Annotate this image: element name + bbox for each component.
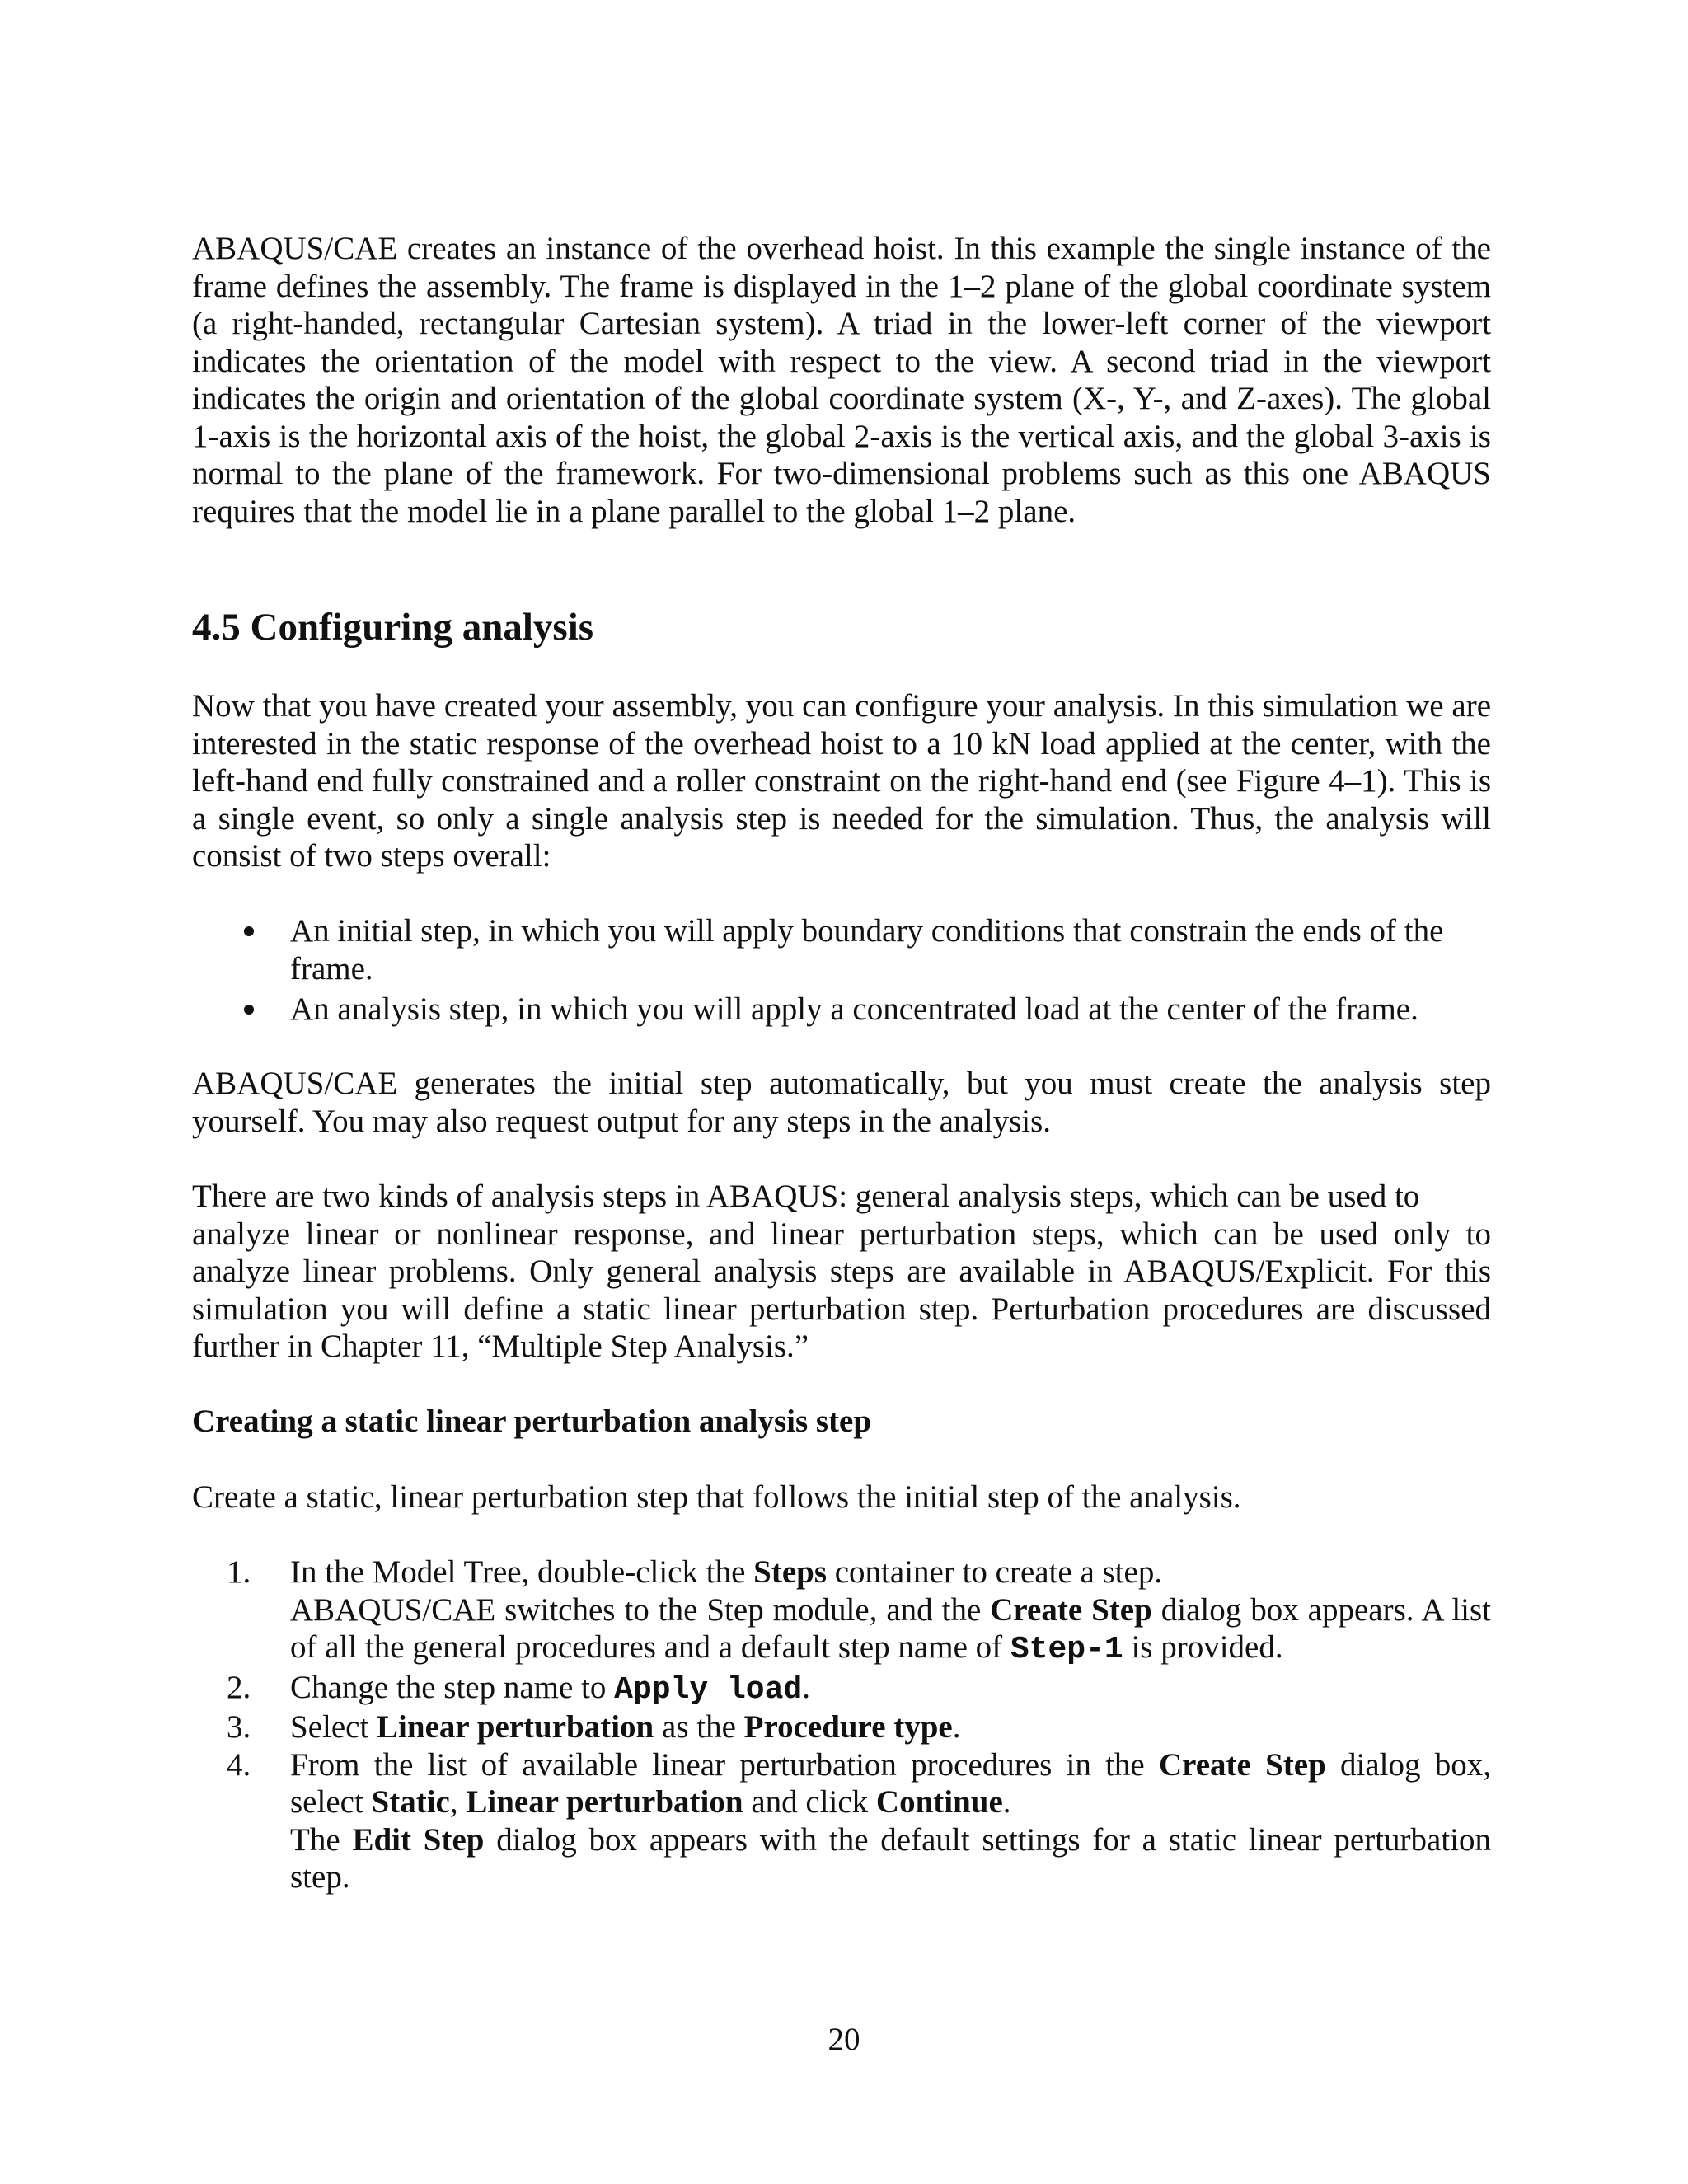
numbered-steps [192,1554,1491,1896]
kinds-paragraph-line1: There are two kinds of analysis steps in ABAQUS: general analysis steps, which can be used to [192,1179,1420,1214]
bullet-list-block [192,912,1491,1029]
step-text: Change the step name to Apply load. [290,1669,810,1708]
create-paragraph: Create a static, linear perturbation step that follows the initial step of the analysis. [192,1479,1241,1515]
list-item [192,1708,1491,1746]
section-paragraph-block [192,687,1491,875]
list-item [192,912,1491,987]
step-text: Select Linear perturbation as the Procedure type. [290,1709,961,1745]
step-text: The Edit Step dialog box appears with the default settings for a static linear perturbation step. [290,1821,1492,1895]
kinds-paragraph: analyze linear or nonlinear response, and linear perturbation steps, which can be used only to analyze linear problems. Only general analysis steps are available in ABAQUS/Explicit. For this simulation you will define a static linear perturbation step. Perturbation procedures are discussed further in Chapter 11, “Multiple Step Analysis.” [192,1216,1491,1364]
code-text: Apply load [614,1671,803,1708]
list-item [192,1669,1491,1709]
step-text: In the Model Tree, double-click the Steps container to create a step. [290,1554,1163,1590]
bullet-icon [244,1005,254,1015]
intro-paragraph: ABAQUS/CAE creates an instance of the overhead hoist. In this example the single instance of the frame defines the assembly. The frame is displayed in the 1–2 plane of the global coordinate system (a right-handed, rectangular Cartesian system). A triad in the lower-left corner of the viewport indicates the orientation of the model with respect to the view. A second triad in the viewport indicates the origin and orientation of the global coordinate system (X-, Y-, and Z-axes). The global 1-axis is the horizontal axis of the hoist, the global 2-axis is the vertical axis, and the global 3-axis is normal to the plane of the framework. For two-dimensional problems such as this one ABAQUS requires that the model lie in a plane parallel to the global 1–2 plane. [192,231,1491,529]
step-number: 1. [227,1554,251,1590]
list-item [192,1554,1491,1669]
section-paragraph: Now that you have created your assembly, you can configure your analysis. In this simulation we are interested in the static response of the overhead hoist to a 10 kN load applied at the center, with the left-hand end fully constrained and a roller constraint on the right-hand end (see Figure 4–1). This is a single event, so only a single analysis step is needed for the simulation. Thus, the analysis will consist of two steps overall: [192,688,1491,874]
intro-paragraph-block [192,230,1491,530]
subheading-block [192,1403,1491,1441]
generates-paragraph-block [192,1065,1491,1140]
section-heading-block [192,604,1491,650]
bullet-icon [244,926,254,936]
page-number: 20 [828,2022,860,2057]
list-item [192,991,1491,1029]
section-heading: 4.5 Configuring analysis [192,606,594,649]
bullet-text: An analysis step, in which you will apply a concentrated load at the center of the frame. [290,991,1418,1027]
step-text: ABAQUS/CAE switches to the Step module, and the Create Step dialog box appears. A list of all the general procedures and a default step name of Step-1 is provided. [290,1591,1492,1667]
subheading: Creating a static linear perturbation analysis step [192,1404,872,1439]
step-number: 2. [227,1669,251,1705]
step-text: From the list of available linear perturbation procedures in the Create Step dialog box, select Static, Linear perturbation and click Continue. [290,1746,1492,1820]
code-text: Step-1 [1010,1632,1123,1667]
step-number: 4. [227,1746,251,1783]
bullet-text: An initial step, in which you will apply boundary conditions that constrain the ends of the frame. [290,913,1444,987]
numbered-steps-block [192,1554,1491,1896]
kinds-paragraph-block [192,1178,1491,1366]
bullet-list [192,912,1491,1029]
step-number: 3. [227,1709,251,1745]
list-item [192,1746,1491,1896]
generates-paragraph: ABAQUS/CAE generates the initial step automatically, but you must create the analysis step yourself. You may also request output for any steps in the analysis. [192,1066,1491,1139]
create-paragraph-block [192,1479,1491,1516]
